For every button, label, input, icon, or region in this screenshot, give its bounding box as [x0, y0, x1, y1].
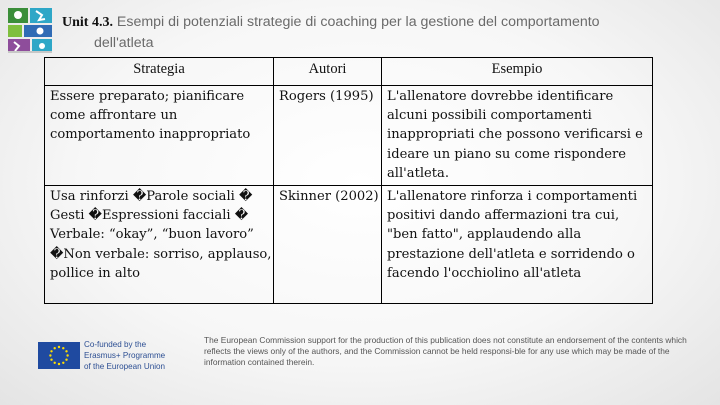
cell-strategia: Essere preparato; pianificare come affrontare un comportamento inappropriato — [45, 86, 274, 186]
cell-esempio: L'allenatore dovrebbe identificare alcuni possibili comportamenti inappropriati che possono verificarsi e ideare un piano su come rispondere all'atleta. — [382, 86, 653, 186]
cell-autori: Skinner (2002) — [274, 186, 382, 304]
project-puzzle-logo-icon — [6, 6, 56, 56]
table-row — [45, 186, 653, 304]
strategies-table — [44, 57, 653, 304]
eu-text-line3: of the European Union — [84, 362, 165, 371]
unit-number: Unit 4.3. — [62, 15, 113, 30]
eu-flag-icon — [38, 342, 80, 369]
table-header-row — [45, 58, 653, 86]
cell-esempio: L'allenatore rinforza i comportamenti positivi dando affermazioni tra cui, "ben fatto", applaudendo alla prestazione dell'atleta e sorridendo o facendo l'occhiolino all'atleta — [382, 186, 653, 304]
table-row — [45, 86, 653, 186]
cell-autori: Rogers (1995) — [274, 86, 382, 186]
column-header-autori: Autori — [274, 58, 382, 86]
column-header-esempio: Esempio — [382, 58, 653, 86]
logo-underline — [8, 51, 52, 53]
eu-text-line1: Co-funded by the — [84, 340, 147, 349]
eu-disclaimer: The European Commission support for the production of this publication does not constitute an endorsement of the contents which reflects the views only of the authors, and the Commission cannot be held responsi-ble for any use which may be made of the information contained therein. — [204, 335, 687, 368]
title-text-line2: dell'atleta — [94, 35, 154, 51]
eu-text-line2: Erasmus+ Programme — [84, 351, 166, 360]
page-title — [62, 12, 662, 53]
eu-cofunded-label — [84, 339, 184, 372]
title-text-line1: Esempi di potenziali strategie di coaching per la gestione del comportamento — [116, 14, 600, 30]
cell-strategia: Usa rinforzi �Parole sociali � Gesti �Espressioni facciali � Verbale: “okay”, “buon lavoro” �Non verbale: sorriso, applauso, pollice in alto — [45, 186, 274, 304]
column-header-strategia: Strategia — [45, 58, 274, 86]
